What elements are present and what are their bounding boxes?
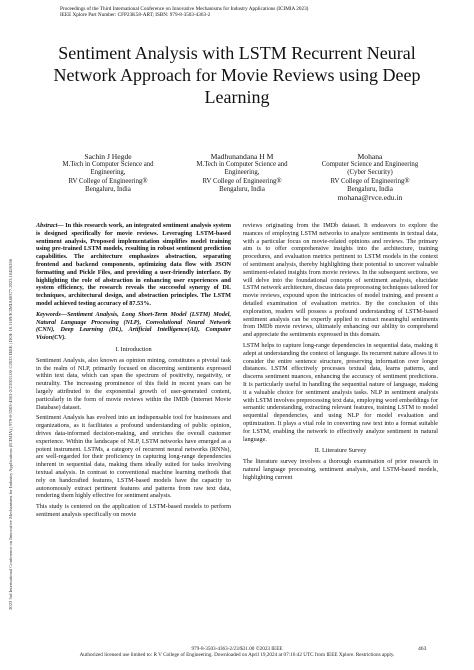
author-affiliation: M.Tech in Computer Science and — [196, 161, 288, 169]
left-column — [36, 222, 231, 522]
author-affiliation: RV College of Engineering® — [330, 177, 410, 185]
author-affiliation: Engineering, — [224, 169, 260, 177]
section-heading-introduction: I. Introduction — [115, 345, 152, 353]
page-number: 463 — [418, 646, 427, 652]
right-paragraph-1: reviews originating from the IMDb dataset. It endeavors to explore the nuances of employing LSTM networks to analyze sentiments in textual data, with a particular focus on movie-related opinions and reviews. The primary aim is to offer comprehensive insights into the architecture, training procedures, and evaluation metrics pertinent to LSTM models in the context of sentiment analysis, thereby highlighting their potential to uncover valuable sentiment-related insights from movie reviews. In the subsequent sections, we will delve into the foundational concepts of sentiment analysis, elucidate LSTM network architecture, discuss data preprocessing techniques tailored for movie reviews, expound upon the intricacies of model training, and present a detailed examination of evaluation metrics. By the conclusion of this exploration, readers will possess a profound understanding of LSTM-based sentiment analysis can be expertly applied to extract meaningful sentiments from IMDb movie reviews, ultimately enhancing our ability to comprehend and appreciate the sentiments expressed in this domain. — [243, 222, 439, 339]
author-email[interactable]: mohana@rvce.edu.in — [337, 193, 403, 203]
keywords — [36, 311, 231, 342]
abstract — [36, 222, 231, 308]
doi-side-strip — [2, 110, 13, 610]
keywords-label: Keywords— — [36, 310, 67, 318]
author-affiliation: Computer Science and Engineering — [321, 161, 419, 169]
author-affiliation: Bengaluru, India — [219, 185, 265, 193]
header-line-2: IEEE Xplore Part Number: CFP23K58-ART; ISBN: 979-8-3503-4363-2 — [60, 12, 211, 19]
author-affiliation: RV College of Engineering® — [202, 177, 282, 185]
keywords-text: Sentiment Analysis, Long Short-Term Model (LSTM) Model, Natural Language Processing (NLP), Convolutional Neural Network (CNN), Deep Learning (DL), Artificial Intelligence(AI), Computer Vision(CV). — [36, 310, 231, 342]
footer-license: Authorized licensed use limited to: R V College of Engineering. Downloaded on April 19,2024 at 07:16:42 UTC from IEEE Xplore. Restrictions apply. — [79, 652, 395, 659]
footer-copyright: 979-8-3503-4363-2/23/$31.00 ©2023 IEEE — [191, 646, 283, 652]
abstract-label: Abstract— — [36, 222, 64, 229]
conference-header — [60, 6, 308, 19]
doi-side-text: 2023 3rd International Conference on Innovative Mechanisms for Industry Applications (ICIMIA) | 979-8-3503-4363-2/23/$31.00 ©2023 IEEE | DOI: 10.1109/ICIMIA60377.2023.10426266 — [8, 258, 13, 610]
right-column — [243, 222, 438, 485]
section-heading-literature-survey: II. Literature Survey — [314, 447, 367, 455]
author-name: Sachin J Hegde — [84, 152, 132, 161]
author-block-1 — [38, 153, 178, 194]
author-affiliation: Engineering, — [90, 169, 126, 177]
paper-title: Sentiment Analysis with LSTM Recurrent Neural Network Approach for Movie Reviews using Deep Learning — [53, 43, 421, 107]
author-name: Madhunandana H M — [210, 152, 274, 161]
intro-paragraph-1: Sentiment Analysis, also known as opinion mining, constitutes a pivotal task in the realm of NLP, primarily focused on discerning sentiments expressed within text data, which can span the spectrum of positivity, negativity, or neutrality. The increasing prominence of this field in recent years can be largely attributed to the exponential growth of user-generated content, particularly in the form of movie reviews within the IMDb (Internet Movie Database) dataset. — [36, 356, 231, 411]
right-paragraph-2: LSTM helps to capture long-range dependencies in sequential data, making it adept at understanding the context of language. Its recurrent nature allows it to consider the entire sentence structure, preserving information over longer distances. LSTM effectively processes textual data, learns patterns, and discerns sentiment nuances, enhancing the accuracy of sentiment predictions. It is particularly useful in handling the sequential nature of language, making it a valuable choice for sentiment analysis tasks. NLP in sentiment analysis with LSTM involves preprocessing text data, employing word embeddings for semantic understanding, extracting relevant features, training LSTM to model sequential dependencies, and using NLP for model evaluation and optimization. It plays a vital role in converting raw text into a format suitable for LSTM, enabling the network to effectively analyze sentiment in natural language. — [243, 341, 438, 443]
author-affiliation: RV College of Engineering® — [68, 177, 148, 185]
right-paragraph-3: The literature survey involves a thorough examination of prior research in natural language processing, sentiment analysis, and LSTM-based models, highlighting current — [243, 458, 438, 481]
page-footer — [0, 646, 474, 658]
abstract-text: In this research work, an integrated sentiment analysis system is designed specifically for movie reviews. Leveraging LSTM-based sentiment analysis, Proposed implementation simplifies model training using pre-trained LSTM models, resulting in robust sentiment prediction capabilities. The architecture emphasizes abstraction, separating frontend and backend components, optimizing data flow with JSON formatting and Pickle Files, and providing a user-friendly interface. By highlighting the role of abstraction in enhancing user experiences and system efficiency, the research reveals the successful synergy of DL techniques, architectural design, and abstraction principles. The LSTM model achieved testing accuracy of 87.53%. — [36, 222, 231, 307]
author-affiliation: Bengaluru, India — [85, 185, 131, 193]
intro-paragraph-3: This study is centered on the application of LSTM-based models to perform sentiment analysis specifically on movie — [36, 503, 231, 518]
author-affiliation: Bengaluru, India — [347, 185, 393, 193]
author-affiliation: M.Tech in Computer Science and — [62, 161, 154, 169]
author-block-2 — [172, 153, 312, 194]
author-name: Mohana — [357, 152, 383, 161]
author-block-3 — [300, 153, 440, 202]
header-line-1: Proceedings of the Third International Conference on Innovative Mechanisms for Industry Applications (ICIMIA 2023) — [60, 6, 309, 12]
intro-paragraph-2: Sentiment Analysis has evolved into an indispensable tool for businesses and organizations, as it facilitates a profound understanding of public opinion, drives data-informed decision-making, and enriches the overall customer experience. Within the landscape of NLP, LSTM networks have emerged as a potent instrument. LSTMs, a category of recurrent neural networks (RNNs), are well-regarded for their proficiency in capturing long-range dependencies inherent in sequential data, making them ideally suited for tasks involving textual analysis. In contrast to conventional machine learning methods that rely on handcrafted features, LSTM-based models have the capacity to autonomously extract pertinent features and patterns from raw text data, rendering them highly effective for sentiment analysis. — [36, 414, 231, 500]
author-affiliation: (Cyber Security) — [347, 169, 393, 177]
